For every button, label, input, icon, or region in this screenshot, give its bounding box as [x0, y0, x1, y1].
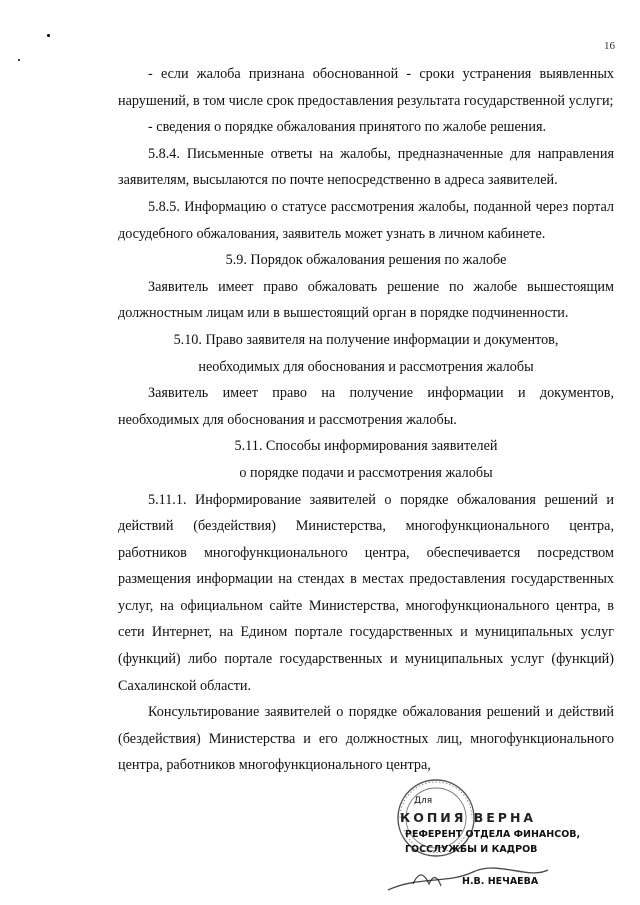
document-body	[118, 61, 614, 779]
paragraph: - если жалоба признана обоснованной - сроки устранения выявленных нарушений, в том числе срок предоставления результата государственной услуги;	[118, 66, 614, 109]
paragraph: Заявитель имеет право обжаловать решение по жалобе вышестоящим должностным лицам или в вышестоящий орган в порядке подчиненности.	[118, 278, 614, 322]
certification-stamp	[378, 772, 638, 902]
stamp-signatory: Н.В. НЕЧАЕВА	[462, 876, 539, 887]
section-heading: 5.9. Порядок обжалования решения по жалобе	[225, 252, 507, 269]
stamp-title: КОПИЯ ВЕРНА	[400, 810, 537, 825]
section-heading: необходимых для обоснования и рассмотрения жалобы	[198, 358, 534, 375]
page-number: 16	[604, 40, 615, 52]
paragraph: 5.11.1. Информирование заявителей о порядке обжалования решений и действий (бездействия) Министерства, многофункционального центра, работников многофункционального центра, обеспечивается посредством размещения информации на стендах в местах предоставления государственных услуг, на официальном сайте Министерства, многофункционального центра, в сети Интернет, на Едином портале государственных и муниципальных услуг (функций) либо портале государственных и муниципальных услуг (функций) Сахалинской области.	[118, 491, 614, 694]
section-heading: 5.10. Право заявителя на получение информации и документов,	[173, 331, 559, 348]
section-heading: о порядке подачи и рассмотрения жалобы	[239, 464, 493, 481]
paragraph: 5.8.5. Информацию о статусе рассмотрения жалобы, поданной через портал досудебного обжалования, заявитель может узнать в личном кабинете.	[118, 198, 614, 242]
paragraph: 5.8.4. Письменные ответы на жалобы, предназначенные для направления заявителям, высылаются по почте непосредственно в адреса заявителей.	[118, 145, 614, 189]
section-heading: 5.11. Способы информирования заявителей	[234, 438, 498, 455]
scan-dot	[47, 34, 50, 37]
paragraph: Заявитель имеет право на получение информации и документов, необходимых для обоснования и рассмотрения жалобы.	[118, 385, 614, 428]
paragraph: Консультирование заявителей о порядке обжалования решений и действий (бездействия) Министерства и его должностных лиц, многофункционального центра, работников многофункционального центра,	[118, 704, 614, 774]
stamp-line: Для	[414, 796, 433, 806]
stamp-line: РЕФЕРЕНТ ОТДЕЛА ФИНАНСОВ,	[405, 829, 581, 840]
stamp-line: ГОССЛУЖБЫ И КАДРОВ	[405, 844, 538, 855]
paragraph: - сведения о порядке обжалования принятого по жалобе решения.	[148, 119, 547, 136]
scan-dot	[18, 59, 20, 61]
